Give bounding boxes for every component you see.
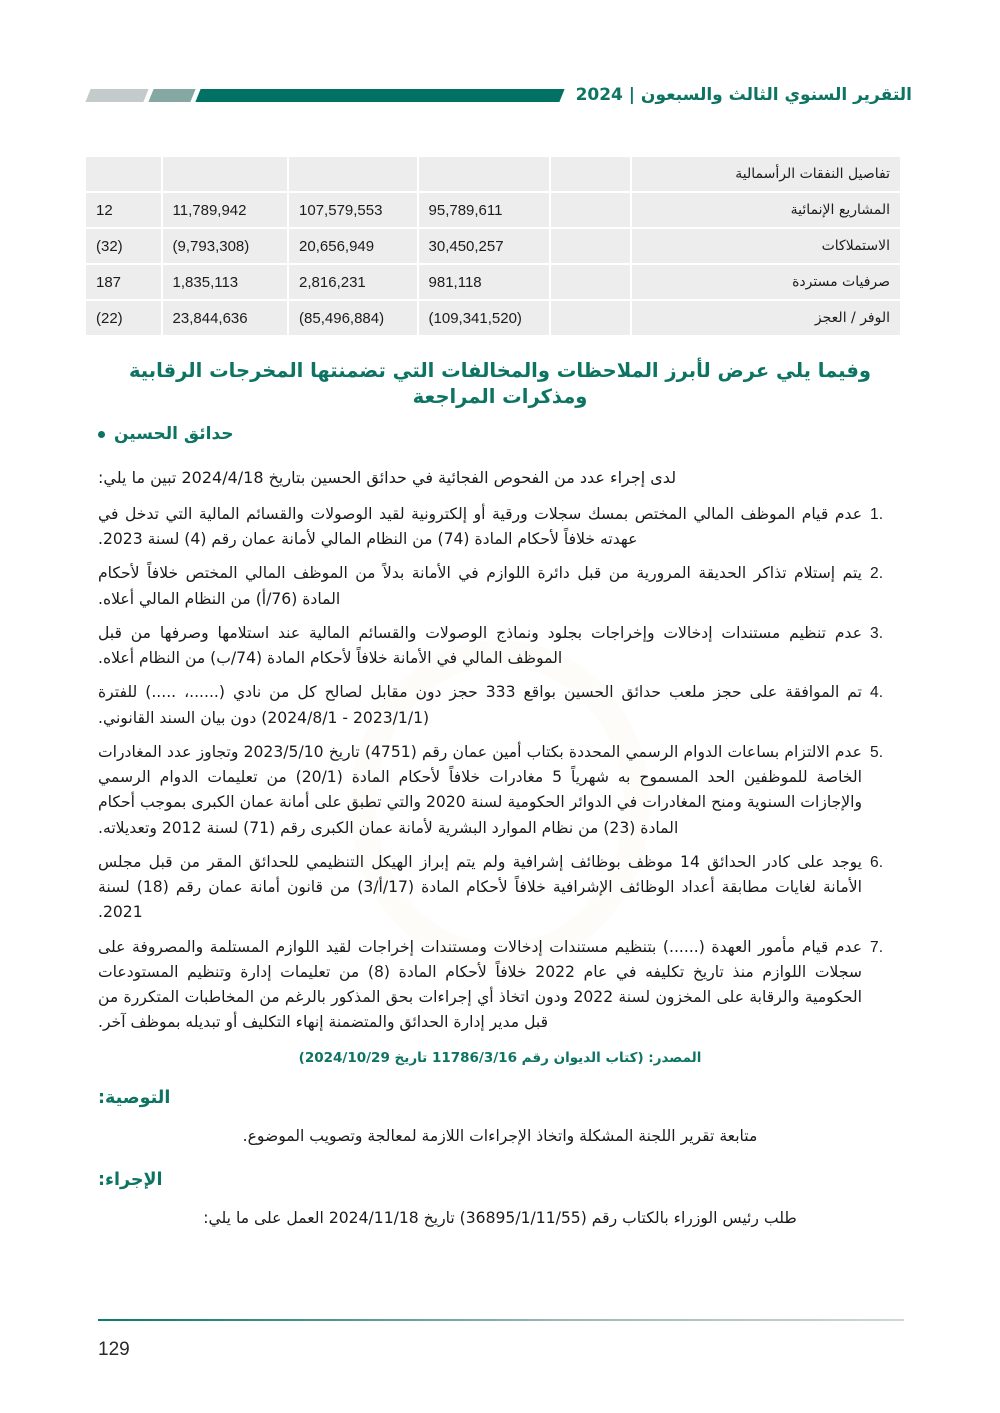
row-value-4: (22) <box>86 301 161 335</box>
page-header <box>88 78 912 112</box>
list-item: عدم قيام مأمور العهدة (......) بتنظيم مستندات إدخالات ومستندات إخراجات لقيد اللوازم المستلمة والمصروفة على سجلات اللوازم منذ تاريخ تكليفه في عام 2022 خلافاً لأحكام المادة (8) من تعليمات إدارة وتنظيم المستودعات الحكومية والرقابة على المخزون لسنة 2022 ودون اتخاذ أي إجراءات بحق المذكور بالرغم من المخاطبات المتكررة من قبل مدير إدارة الحدائق والمتضمنة إنهاء التكليف أو تبديله بموظف آخر. <box>98 937 862 1032</box>
table-header-col3 <box>163 157 288 191</box>
procedure-body: طلب رئيس الوزراء بالكتاب رقم (36895/1/11/55) تاريخ 2024/11/18 العمل على ما يلي: <box>203 1209 797 1228</box>
row-label: الاستملاكات <box>632 229 900 263</box>
row-value-4: 12 <box>86 193 161 227</box>
row-label: الوفر / العجز <box>632 301 900 335</box>
table-header-row <box>86 157 900 191</box>
row-spacer <box>551 193 630 227</box>
table-header-col2 <box>289 157 416 191</box>
table-row <box>86 193 900 227</box>
row-value-1: 30,450,257 <box>419 229 549 263</box>
table-row <box>86 265 900 299</box>
row-value-3: 11,789,942 <box>163 193 288 227</box>
row-value-1: 95,789,611 <box>419 193 549 227</box>
list-item: يوجد على كادر الحدائق 14 موظف بوظائف إشرافية ولم يتم إبراز الهيكل التنظيمي للحدائق المقر من قبل مجلس الأمانة لغايات مطابقة أعداد الوظائف الإشرافية خلافاً لأحكام المادة (17/أ/3) من قانون أمانة عمان رقم (18) لسنة 2021. <box>98 852 862 922</box>
intro-line: لدى إجراء عدد من الفحوص الفجائية في حدائق الحسين بتاريخ 2024/4/18 تبين ما يلي: <box>98 468 677 487</box>
row-value-3: 1,835,113 <box>163 265 288 299</box>
row-value-3: 23,844,636 <box>163 301 288 335</box>
main-content <box>98 466 902 1231</box>
source-reference: المصدر: (كتاب الديوان رقم 11786/3/16 تاريخ 2024/10/29) <box>298 1049 702 1066</box>
row-value-1: 981,118 <box>419 265 549 299</box>
row-value-3: (9,793,308) <box>163 229 288 263</box>
row-spacer <box>551 301 630 335</box>
row-label: المشاريع الإنمائية <box>632 193 900 227</box>
row-label: صرفيات مستردة <box>632 265 900 299</box>
row-value-2: 107,579,553 <box>289 193 416 227</box>
capital-expenditure-table <box>84 155 902 337</box>
header-bar-dark <box>195 89 564 102</box>
table-header-label: تفاصيل النفقات الرأسمالية <box>632 157 900 191</box>
section-heading: وفيما يلي عرض لأبرز الملاحظات والمخالفات التي تضمنتها المخرجات الرقابية ومذكرات المراجعة <box>128 359 872 409</box>
bullet-subheading <box>98 424 902 444</box>
row-value-2: 2,816,231 <box>289 265 416 299</box>
bullet-subheading-label: حدائق الحسين <box>114 424 234 444</box>
table-header-col1 <box>419 157 549 191</box>
bullet-dot-icon <box>98 431 105 438</box>
list-item: يتم إستلام تذاكر الحديقة المرورية من قبل دائرة اللوازم في الأمانة بدلاً من الموظف المالي المختص خلافاً لأحكام المادة (76/أ) من النظام المالي أعلاه. <box>98 564 862 608</box>
list-item: عدم الالتزام بساعات الدوام الرسمي المحددة بكتاب أمين عمان رقم (4751) تاريخ 2023/5/10 وتجاوز عدد المغادرات الخاصة للموظفين الحد المسموح به شهرياً 5 مغادرات خلافاً لأحكام المادة (20/1) من تعليمات الدوام الرسمي والإجازات السنوية ومنح المغادرات في الدوائر الحكومية لسنة 2020 والتي تطبق على أمانة عمان الكبرى بموجب أحكام المادة (23) من نظام الموارد البشرية لأمانة عمان الكبرى رقم (71) لسنة 2012 وتعديلاته. <box>98 742 862 837</box>
footer-rule <box>98 1319 904 1322</box>
row-value-1: (109,341,520) <box>419 301 549 335</box>
header-bar-mid <box>148 89 195 102</box>
table-header-col4 <box>86 157 161 191</box>
header-decorative-bars <box>88 89 562 102</box>
list-item: عدم تنظيم مستندات إدخالات وإخراجات بجلود ونماذج الوصولات والقسائم المالية عند استلامها وصرفها من قبل الموظف المالي في الأمانة خلافاً لأحكام المادة (74/ب) من النظام أعلاه. <box>98 623 862 668</box>
findings-list <box>98 502 902 1036</box>
table-row <box>86 229 900 263</box>
procedure-heading: الإجراء: <box>98 1170 163 1191</box>
header-bar-light <box>85 89 148 102</box>
page-number: 129 <box>98 1339 130 1360</box>
list-item: تم الموافقة على حجز ملعب حدائق الحسين بواقع 333 حجز دون مقابل لصالح كل من نادي (......، .....) للفترة (2023/1/1 - 2024/8/1) دون بيان السند القانوني. <box>98 683 862 727</box>
row-value-4: 187 <box>86 265 161 299</box>
row-value-4: (32) <box>86 229 161 263</box>
recommendation-body: متابعة تقرير اللجنة المشكلة واتخاذ الإجراءات اللازمة لمعالجة وتصويب الموضوع. <box>242 1126 758 1145</box>
recommendation-heading: التوصية: <box>98 1087 171 1108</box>
list-item: عدم قيام الموظف المالي المختص بمسك سجلات ورقية أو إلكترونية لقيد الوصولات والقسائم المالية التي تدخل في عهدته خلافاً لأحكام المادة (74) من النظام المالي لأمانة عمان رقم (4) لسنة 2023. <box>98 504 862 549</box>
row-spacer <box>551 229 630 263</box>
row-value-2: 20,656,949 <box>289 229 416 263</box>
row-spacer <box>551 265 630 299</box>
row-value-2: (85,496,884) <box>289 301 416 335</box>
report-header-title: التقرير السنوي الثالث والسبعون | 2024 <box>575 84 912 105</box>
table-header-spacer <box>551 157 630 191</box>
table-row <box>86 301 900 335</box>
